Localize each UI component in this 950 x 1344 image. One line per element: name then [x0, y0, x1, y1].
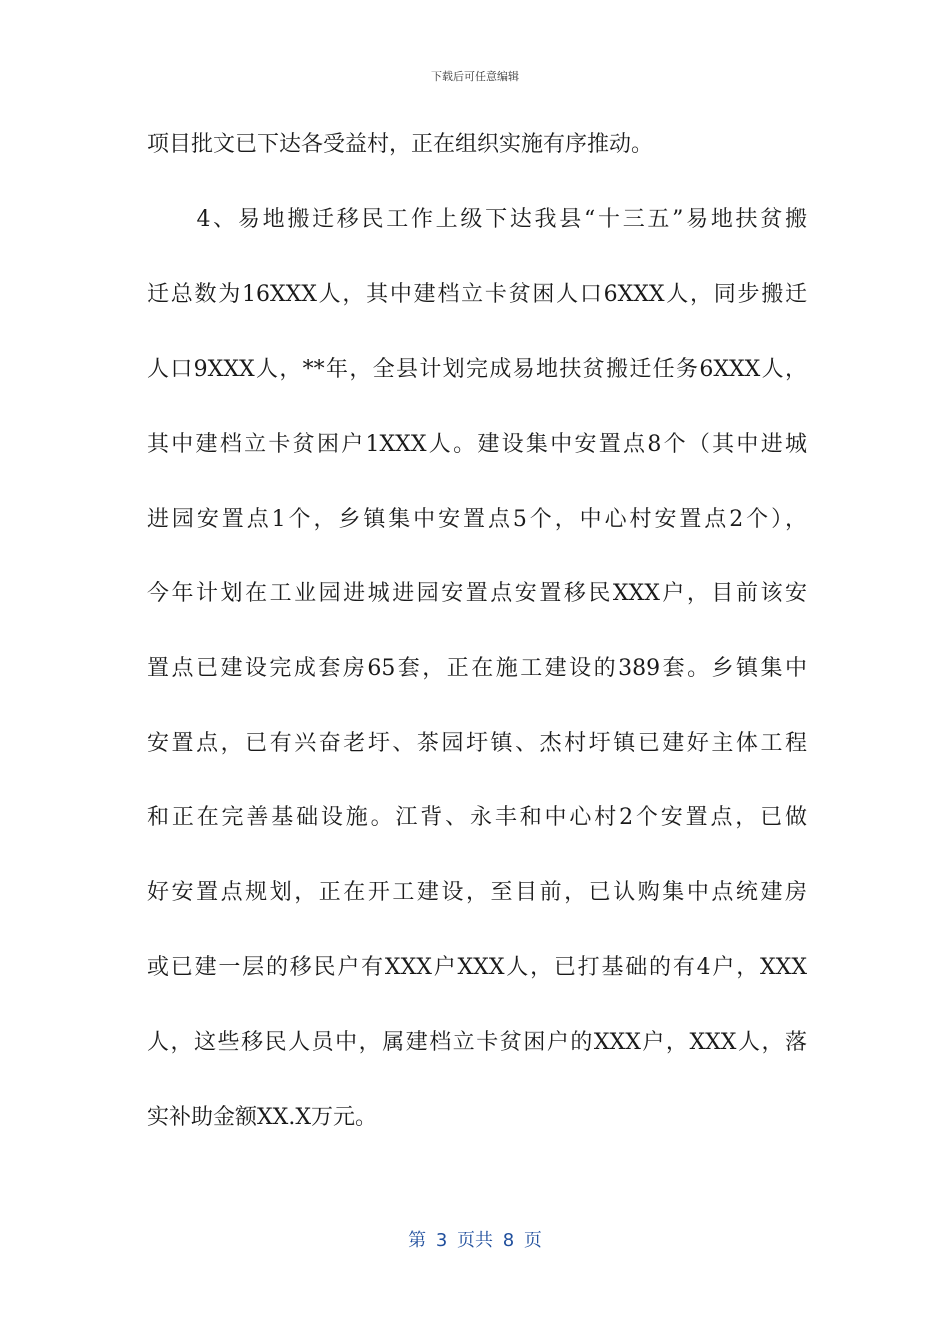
- paragraph-line: 安置点，已有兴奋老圩、茶园圩镇、杰村圩镇已建好主体工程: [147, 731, 807, 756]
- paragraph-line: 和正在完善基础设施。江背、永丰和中心村2个安置点，已做: [147, 805, 807, 830]
- paragraph-line: 人，这些移民人员中，属建档立卡贫困户的XXX户，XXX人，落: [147, 1030, 807, 1055]
- paragraph-line: 项目批文已下达各受益村，正在组织实施有序推动。: [147, 132, 654, 157]
- paragraph-line: 其中建档立卡贫困户1XXX人。建设集中安置点8个（其中进城: [147, 432, 807, 457]
- page-number: 第 3 页共 8 页: [408, 1230, 542, 1251]
- paragraph-line: 迁总数为16XXX人，其中建档立卡贫困人口6XXX人，同步搬迁: [147, 282, 807, 307]
- paragraph-line: 进园安置点1个，乡镇集中安置点5个，中心村安置点2个），: [147, 507, 807, 532]
- paragraph-line: 置点已建设完成套房65套，正在施工建设的389套。乡镇集中: [147, 656, 807, 681]
- paragraph-line: 今年计划在工业园进城进园安置点安置移民XXX户，目前该安: [147, 581, 807, 606]
- paragraph-line: 或已建一层的移民户有XXX户XXX人，已打基础的有4户，XXX: [147, 955, 807, 980]
- paragraph-line: 好安置点规划，正在开工建设，至目前，已认购集中点统建房: [147, 880, 807, 905]
- paragraph-line: 实补助金额XX.X万元。: [147, 1105, 377, 1130]
- header-note: 下载后可任意编辑: [431, 70, 519, 83]
- paragraph-line: 人口9XXX人，**年，全县计划完成易地扶贫搬迁任务6XXX人，: [147, 357, 807, 382]
- paragraph-line: 4、易地搬迁移民工作上级下达我县“十三五”易地扶贫搬: [147, 207, 807, 232]
